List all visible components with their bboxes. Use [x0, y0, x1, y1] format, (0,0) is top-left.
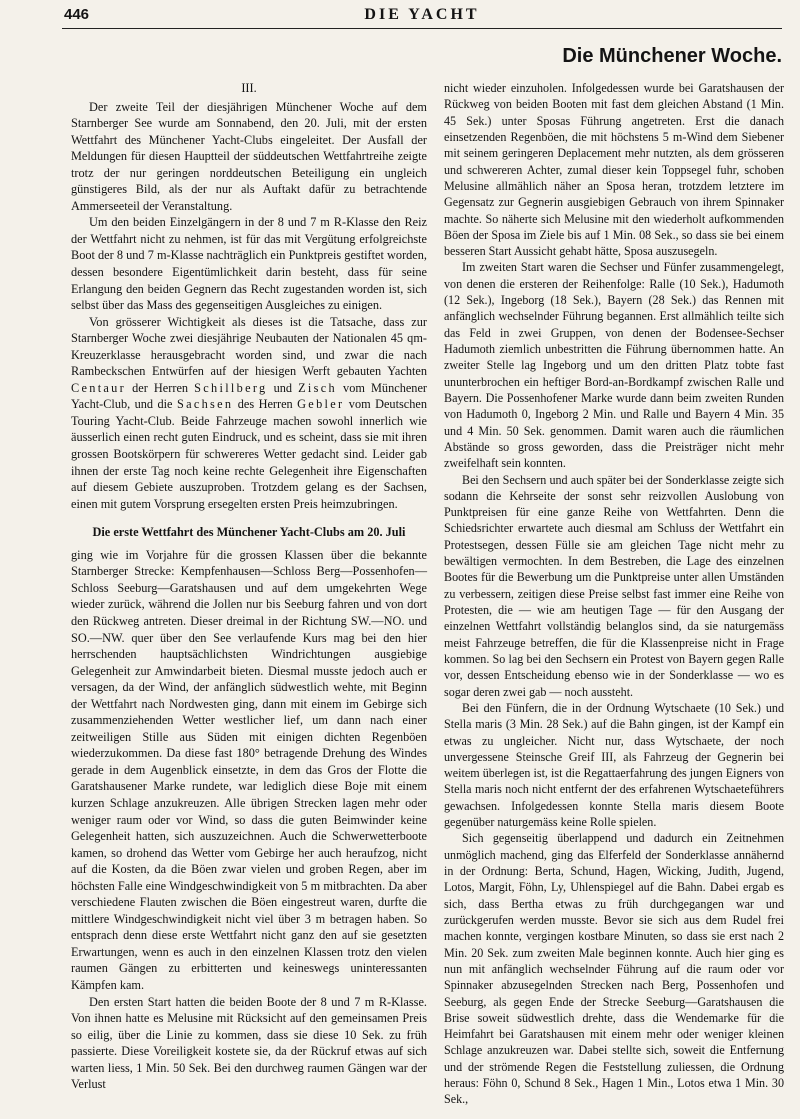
running-head	[64, 6, 780, 28]
paragraph-new-boats	[71, 314, 427, 513]
right-column	[444, 80, 784, 1108]
yacht-name-centaur: Centaur	[71, 380, 127, 395]
owner-name-gebler: Gebler	[297, 397, 345, 412]
article-title: Die Münchener Woche.	[562, 45, 782, 67]
paragraph-second-start: Im zweiten Start waren die Sechser und Fünfer zusammengelegt, von denen die ersteren der Reihenfolge: Ralle (10 Sek.), Hadumoth (12 Sek.), Ingeborg (18 Sek.), Bayern (28 Sek.) das Rennen mit anfänglich wechselnder Führung begannen. Erst allmählich teilte sich das Feld in zwei Gruppen, von denen der Bodensee-Sechser Hadumoth ziemlich unbestritten die Führung übernommen hatte. An zweiter Stelle lag Ingeborg und um den dritten Platz tobte fast ununterbrochen ein heftiger Bord-an-Bordkampf zwischen Ralle und Bayern. Die Possenhofener Marke wurde dann beim zweiten Runden von Hadumoth 0, Ingeborg 2 Min. und Ralle und Bayern 4 Min. 35 und 4 Min. 50 Sek. genommen. Damit waren auch die räumlichen Abstände so gross geworden, dass die Preisträger nicht mehr zweifelhaft sein konnten.	[444, 260, 784, 471]
paragraph-intro: Der zweite Teil der diesjährigen Münchener Woche auf dem Starnberger See wurde am Sonnabend, den 20. Juli, mit der ersten Wettfahrt des Münchener Yacht-Clubs eingeleitet. Der Ausfall der Meldungen für diesen Hauptteil der süddeutschen Wettfahrtreihe zeigte trotz der nur geringen norddeutschen Beteiligung ein ungleich günstigeres Bild, als der nur als Auftakt dafür zu betrachtende Ammerseeteil der Veranstaltung.	[71, 99, 427, 213]
text-run: vom Münchener Yacht-Club, und die	[71, 380, 428, 412]
text-run: Von grösserer Wichtigkeit als dieses ist die Tatsache, dass zur Starnberger Woche zwei diesjährige Neubauten der Nationalen 45 qm-Kreuzerklasse herausgebracht worden sind, und zwar die nach Rambeckschen Entwürfen auf der hiesigen Werft gebauten Yachten	[71, 314, 427, 379]
header-rule	[62, 28, 782, 29]
paragraph-fuenfer: Bei den Fünfern, die in der Ordnung Wytschaete (10 Sek.) und Stella maris (3 Min. 28 Sek.) auf die Bahn gingen, ist der Kampf ein etwas zu ungleicher. Nicht nur, dass Wytschaete, der noch unvergessene Steinsche Greif III, als Fahrzeug der Gegnerin bei weitem überlegen ist, ist die Regattaerfahrung des jungen Eigners von Stella maris noch nicht entfernt der des erfahrenen Wytschaeteführers gewachsen. Infolgedessen konnte Stella maris diesem Boote gegenüber naturgemäss keine Rolle spielen.	[444, 700, 784, 830]
journal-title: DIE YACHT	[364, 6, 480, 23]
paragraph-point-prize: Um den beiden Einzelgängern in der 8 und 7 m R-Klasse den Reiz der Wettfahrt nicht zu nehmen, ist für das mit Vergütung erfolgreichste Boot der 8 und 7 m-Klasse nachträglich ein Punktpreis gestiftet worden, dessen besondere Eigentümlichkeit darin besteht, dass für seine Erlangung den beiden Gegnern das Recht zugestanden worden ist, sich selbst über das Mass des gegenseitigen Ausgleiches zu einigen.	[71, 215, 427, 313]
text-run: vom Deutschen Touring Yacht-Club. Beide Fahrzeuge machen sowohl innerlich wie äusserlich einen recht guten Eindruck, und es scheint, dass sie mit ihren grossen Bootskörpern für schwereres Wetter gedacht sind. Leider gab ihnen der erste Tag noch keine rechte Gelegenheit ihre Eigenschaften auf diesem Gebiete auszuproben. Trotzdem gelang es der Sachsen, einen mit gutem Vorsprung ersegelten ersten Preis heimzubringen.	[71, 397, 427, 511]
section-number: III.	[241, 81, 257, 95]
subheading: Die erste Wettfahrt des Münchener Yacht-Clubs am 20. Juli	[92, 525, 406, 540]
text-run: der Herren	[126, 380, 195, 395]
text-run: und	[267, 380, 299, 395]
paragraph-continuation: nicht wieder einzuholen. Infolgedessen wurde bei Garatshausen der Rückweg von beiden Booten mit fast dem gleichen Abstand (1 Min. 45 Sek.) unter Sposas Führung angetreten. Erst die danach einsetzenden Regenböen, die mit höchstens 5 m-Wind dem Siebener mit seinem geringeren Deplacement mehr nutzten, als dem grösseren und schwereren Achter, zumal dieser kein Toppsegel fuhr, schoben Melusine allmählich näher an Sposa heran, trotzdem letztere im Gegensatz zur Gegnerin ausgiebigen Gebrauch von ihrem Spinnaker machte. So näherte sich Melusine mit den wiederholt aufkommenden Böen der Sposa im Ziele bis auf 1 Min. 08 Sek., so dass sie bei einem besseren Start Aussicht gehabt hätte, Sposa auszusegeln.	[444, 81, 784, 259]
owner-name-schillberg: Schillberg	[194, 380, 268, 395]
paragraph-sonderklasse: Sich gegenseitig überlappend und dadurch ein Zeitnehmen unmöglich machend, ging das Elferfeld der Sonderklasse annähernd in der Ordnung: Berta, Schund, Hagen, Wicking, Judith, Jugend, Lotos, Margit, Föhn, Ly, Uhlenspiegel auf die Bahn. Dabei ergab es sich, dass Bertha etwas zu früh durchgegangen war und zurückgerufen werden musste. Bevor sie sich aus dem Rudel frei machen konnte, vergingen kostbare Minuten, so dass sie erst nach 2 Min. 20 Sek. zum zweiten Male beginnen konnte. Auch hier ging es nun mit anfänglich wechselnder Führung auf die raum oder vor Spinnaker abzusegelnden Strecken nach Berg, Possenhofen und Seeburg, als gegen Ende der Strecke Seeburg—Garatshausen die Brise soweit südwestlich drehte, dass die Wendemarke für die Heimfahrt bei Garatshausen mit einem mehr oder weniger kleinen Schlage anzukreuzen war. Dabei stellte sich, soweit die Entfernung und der strömende Regen die Feststellung zuliessen, die Ordnung heraus: Föhn 0, Schund 8 Sek., Hagen 1 Min., Lotos etwa 1 Min. 30 Sek.,	[444, 831, 784, 1107]
paragraph-protests: Bei den Sechsern und auch später bei der Sonderklasse zeigte sich sodann die Kehrseite der sonst sehr reizvollen Auslobung von Punktpreisen für eine ganze Reihe von Wettfahrten. Denn die Schiedsrichter erwartete auch diesmal am Schluss der Wettfahrt ein Protestsegen, dessen Fülle sie am gleichen Tage nicht mehr zu bewältigen vermochten. In dem Bestreben, die Lage des einzelnen Bootes für die Bewerbung um die Punktpreise unter allen Umständen zu verbessern, zeitigen diese Preise selbst fast immer eine Reihe von Protesten, die — wie am heutigen Tage — für den Ausgang der einzelnen Wettfahrt vollständig belanglos sind, da sie naturgemäss meist Fahrzeuge betreffen, die für die Klassenpreise nicht in Frage kommen. So lag bei den Sechsern ein Protest von Bayern gegen Ralle vor, dessen Entscheidung ebenso wie in der Sonderklasse — wo es sogar deren zwei gab — noch aussteht.	[444, 472, 784, 699]
paragraph-first-start: Den ersten Start hatten die beiden Boote der 8 und 7 m R-Klasse. Von ihnen hatte es Melusine mit Rücksicht auf den gemeinsamen Preis so eilig, über die Linie zu kommen, dass sie diese 10 Sek. zu früh passierte. Diese Voreiligkeit kostete sie, da der Rückruf etwas auf sich warten liess, 1 Min. 50 Sek. Bei den durchweg raumen Gängen war der Verlust	[71, 994, 427, 1092]
yacht-name-zisch: Zisch	[298, 380, 337, 395]
page-number: 446	[64, 6, 90, 23]
text-run: des Herren	[233, 397, 298, 412]
paragraph-course: ging wie im Vorjahre für die grossen Klassen über die bekannte Starnberger Strecke: Kempfenhausen—Schloss Berg—Possenhofen—Schloss Seeburg—Garatshausen und auf dem umgekehrten Wege wieder zurück, während die Jollen nur bis Seeburg fahren und von dort den Rückweg antreten. Dieser dreimal in der Richtung SW.—NO. und SO.—NW. quer über den See verlaufende Kurs mag bei den hier herrschenden hauptsächlichsten Windrichtungen ausgiebige Gelegenheit zur Amwindarbeit bieten. Diesmal musste jedoch auch er versagen, da der Wind, der anfänglich südwestlich wehte, mit Beginn der Wettfahrt nach Nordwesten ging, dann mit einem im Gebirge sich zusammenziehenden Wetter westlicher lief, um dann nach einer zeitweiligen Stille aus Süden mit einigen dichten Regenböen wiederzukommen. Da diese fast 180° betragende Drehung des Windes gerade in dem Augenblick einsetzte, in dem das Gros der Flotte die Garatshausener Marke rundete, war lediglich diese Boje mit einem kurzen Schlage anzukreuzen. Alle übrigen Strecken lagen mehr oder weniger raum oder vor Wind, so dass die guten Beimwinder keine Gelegenheit hatten, sich auszuzeichnen. Auch die Schwerwetterboote kamen, so drohend das Wetter vom Gebirge her auch heraufzog, nicht auf die Kosten, da die Böen zwar vielen und groben Regen, aber im höchsten Falle eine Windgeschwindigkeit von 5 m mitbrachten. Da aber verschiedene Flauten zwischen die Böen eingestreut waren, durfte die mittlere Windgeschwindigkeit nicht viel über 3 m betragen haben. So entsprach denn diese erste Wettfahrt nicht ganz den auf sie gesetzten Erwartungen, wenn es auch in den einzelnen Klassen trotz den vielen raumen Gängen zu erbitterten und keineswegs uninteressanten Kämpfen kam.	[71, 547, 427, 992]
yacht-name-sachsen: Sachsen	[176, 397, 234, 412]
left-column	[71, 80, 427, 1093]
